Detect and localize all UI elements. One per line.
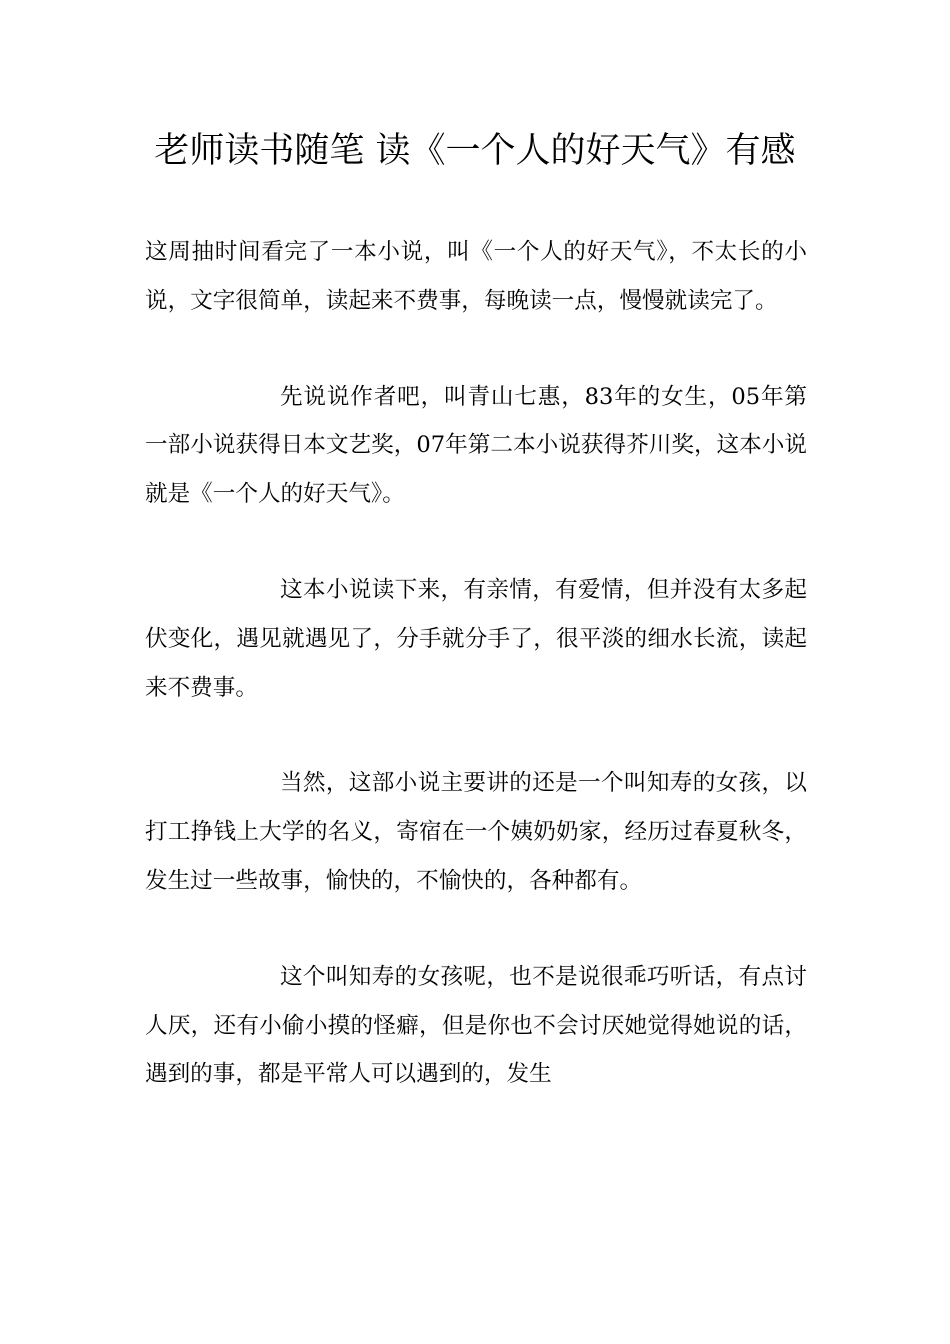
paragraph-1: 这周抽时间看完了一本小说，叫《一个人的好天气》，不太长的小说，文字很简单，读起来不费事，每晚读一点，慢慢就读完了。 <box>145 239 807 314</box>
paragraph-5: 这个叫知寿的女孩呢，也不是说很乖巧听话，有点讨人厌，还有小偷小摸的怪癖，但是你也不会讨厌她觉得她说的话，遇到的事，都是平常人可以遇到的，发生 <box>145 963 807 1088</box>
paragraph-2: 先说说作者吧，叫青山七惠，83年的女生，05年第一部小说获得日本文艺奖，07年第二本小说获得芥川奖，这本小说就是《一个人的好天气》。 <box>145 383 807 508</box>
document-title: 老师读书随笔 读《一个人的好天气》有感 <box>154 131 796 171</box>
paragraph-3: 这本小说读下来，有亲情，有爱情，但并没有太多起伏变化，遇见就遇见了，分手就分手了，很平淡的细水长流，读起来不费事。 <box>145 576 807 701</box>
paragraph-4: 当然，这部小说主要讲的还是一个叫知寿的女孩，以打工挣钱上大学的名义，寄宿在一个姨奶奶家，经历过春夏秋冬，发生过一些故事，愉快的，不愉快的，各种都有。 <box>145 770 807 894</box>
document-body <box>145 228 807 1146</box>
